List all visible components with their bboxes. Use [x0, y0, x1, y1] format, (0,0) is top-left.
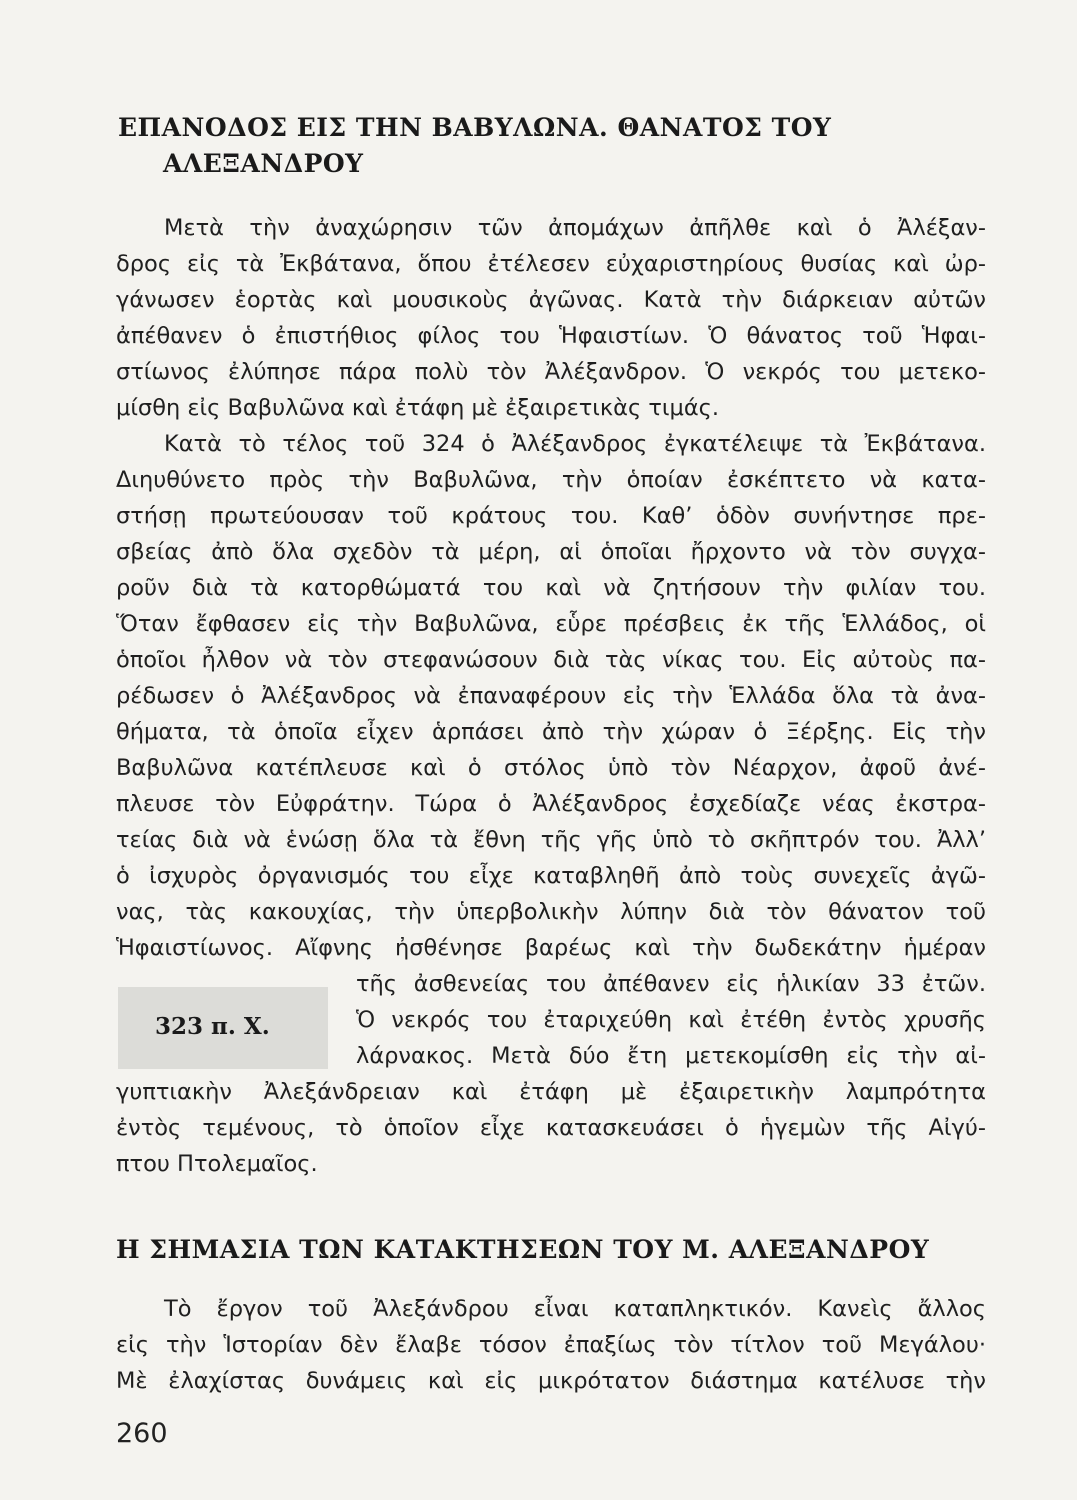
text-line: σβείας ἀπὸ ὅλα σχεδὸν τὰ μέρη, αἱ ὁποῖαι ἤρχοντο νὰ τὸν συγχα- [116, 539, 986, 565]
text-line: Ὅταν ἔφθασεν εἰς τὴν Βαβυλῶνα, εὗρε πρέσβεις ἐκ τῆς Ἑλλάδος, οἱ [116, 611, 986, 637]
heading-line-2: ΑΛΕΞΑΝΔΡΟΥ [163, 149, 364, 178]
heading-line-1: ΕΠΑΝΟΔΟΣ ΕΙΣ ΤΗΝ ΒΑΒΥΛΩΝΑ. ΘΑΝΑΤΟΣ ΤΟΥ [118, 113, 832, 142]
text-line: Κατὰ τὸ τέλος τοῦ 324 ὁ Ἀλέξανδρος ἐγκατέλειψε τὰ Ἐκβάτανα. [164, 431, 986, 457]
text-line: Ὁ νεκρός του ἐταριχεύθη καὶ ἐτέθη ἐντὸς χρυσῆς [356, 1007, 986, 1033]
text-line: πλευσε τὸν Εὐφράτην. Τώρα ὁ Ἀλέξανδρος ἐσχεδίαζε νέας ἐκστρα- [116, 791, 986, 817]
text-line: τῆς ἀσθενείας του ἀπέθανεν εἰς ἡλικίαν 33 ἐτῶν. [356, 971, 986, 997]
text-line: ρέδωσεν ὁ Ἀλέξανδρος νὰ ἐπαναφέρουν εἰς τὴν Ἑλλάδα ὅλα τὰ ἀνα- [116, 683, 986, 709]
text-line: πτου Πτολεμαῖος. [116, 1151, 318, 1177]
text-line: εἰς τὴν Ἱστορίαν δὲν ἔλαβε τόσον ἐπαξίως τὸν τίτλον τοῦ Μεγάλου· [116, 1332, 986, 1358]
text-line: γάνωσεν ἑορτὰς καὶ μουσικοὺς ἀγῶνας. Κατὰ τὴν διάρκειαν αὐτῶν [116, 287, 986, 313]
text-line: νας, τὰς κακουχίας, τὴν ὑπερβολικὴν λύπην διὰ τὸν θάνατον τοῦ [116, 899, 986, 925]
text-line: θήματα, τὰ ὁποῖα εἶχεν ἁρπάσει ἀπὸ τὴν χώραν ὁ Ξέρξης. Εἰς τὴν [116, 719, 986, 745]
section-heading-return-to-babylon [118, 110, 1018, 182]
text-line: λάρνακος. Μετὰ δύο ἔτη μετεκομίσθη εἰς τὴν αἰ- [356, 1043, 986, 1069]
text-line: Διηυθύνετο πρὸς τὴν Βαβυλῶνα, τὴν ὁποίαν ἐσκέπτετο νὰ κατα- [116, 467, 986, 493]
text-line: τείας διὰ νὰ ἑνώσῃ ὅλα τὰ ἔθνη τῆς γῆς ὑπὸ τὸ σκῆπτρόν του. Ἀλλ’ [116, 827, 986, 853]
text-line: Τὸ ἔργον τοῦ Ἀλεξάνδρου εἶναι καταπληκτικόν. Κανεὶς ἄλλος [164, 1296, 986, 1322]
text-line: στίωνος ἐλύπησε πάρα πολὺ τὸν Ἀλέξανδρον. Ὁ νεκρός του μετεκο- [116, 359, 986, 385]
section-heading-significance: Η ΣΗΜΑΣΙΑ ΤΩΝ ΚΑΤΑΚΤΗΣΕΩΝ ΤΟΥ Μ. ΑΛΕΞΑΝΔΡΟΥ [116, 1235, 930, 1264]
text-line: ὁ ἰσχυρὸς ὀργανισμός του εἶχε καταβληθῆ ἀπὸ τοὺς συνεχεῖς ἀγῶ- [116, 863, 986, 889]
text-line: Μὲ ἐλαχίστας δυνάμεις καὶ εἰς μικρότατον διάστημα κατέλυσε τὴν [116, 1368, 986, 1394]
text-line: Μετὰ τὴν ἀναχώρησιν τῶν ἀπομάχων ἀπῆλθε καὶ ὁ Ἀλέξαν- [164, 215, 986, 241]
text-line: ἐντὸς τεμένους, τὸ ὁποῖον εἶχε κατασκευάσει ὁ ἡγεμὼν τῆς Αἰγύ- [116, 1115, 986, 1141]
text-line: μίσθη εἰς Βαβυλῶνα καὶ ἐτάφη μὲ ἐξαιρετικὰς τιμάς. [116, 395, 720, 421]
text-line: ὁποῖοι ἦλθον νὰ τὸν στεφανώσουν διὰ τὰς νίκας του. Εἰς αὐτοὺς πα- [116, 647, 986, 673]
text-line: ἀπέθανεν ὁ ἐπιστήθιος φίλος του Ἡφαιστίων. Ὁ θάνατος τοῦ Ἡφαι- [116, 323, 986, 349]
text-line: Ἡφαιστίωνος. Αἴφνης ἠσθένησε βαρέως καὶ τὴν δωδεκάτην ἡμέραν [116, 935, 986, 961]
margin-note-date: 323 π. Χ. [155, 1013, 270, 1040]
text-line: στήσῃ πρωτεύουσαν τοῦ κράτους του. Καθ’ ὁδὸν συνήντησε πρε- [116, 503, 986, 529]
text-line: Βαβυλῶνα κατέπλευσε καὶ ὁ στόλος ὑπὸ τὸν Νέαρχον, ἀφοῦ ἀνέ- [116, 755, 986, 781]
text-line: δρος εἰς τὰ Ἐκβάτανα, ὅπου ἐτέλεσεν εὐχαριστηρίους θυσίας καὶ ὠρ- [116, 251, 986, 277]
text-line: ροῦν διὰ τὰ κατορθώματά του καὶ νὰ ζητήσουν τὴν φιλίαν του. [116, 575, 986, 601]
page-number: 260 [116, 1418, 168, 1449]
text-line: γυπτιακὴν Ἀλεξάνδρειαν καὶ ἐτάφη μὲ ἐξαιρετικὴν λαμπρότητα [116, 1079, 986, 1105]
